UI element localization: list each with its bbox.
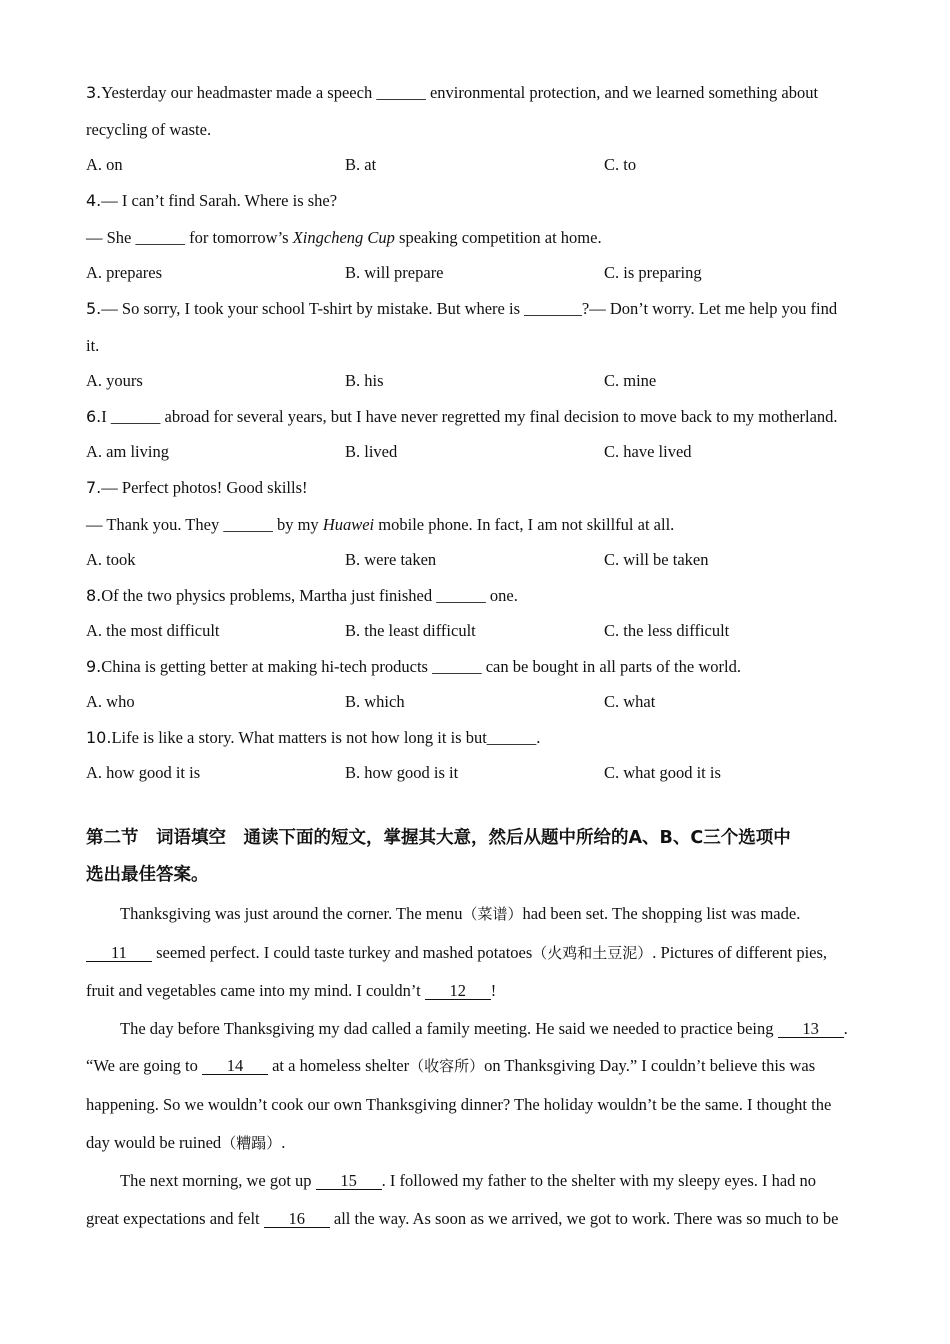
option-b: B. were taken [345, 550, 437, 569]
blank-13: 13 [778, 1021, 844, 1038]
passage-line: The next morning, we got up 15 . I followed my father to the shelter with my sleepy eyes. I had no [120, 1171, 817, 1191]
question-number: 9. [86, 657, 102, 676]
options-row [86, 435, 866, 469]
passage-line: happening. So we wouldn’t cook our own Thanksgiving dinner? The holiday wouldn’t be the same. I thought the [86, 1094, 832, 1114]
option-b: B. lived [345, 442, 398, 461]
answer-blank: ______ [486, 728, 537, 747]
option-b: B. how good is it [345, 763, 459, 782]
option-a: A. am living [86, 442, 169, 461]
document-page [86, 74, 866, 1237]
option-c: C. what good it is [604, 763, 721, 782]
cloze-passage [86, 895, 866, 1237]
options-row [86, 614, 866, 648]
option-c: C. to [604, 155, 637, 174]
question-number: 4. [86, 191, 102, 210]
passage-line: 11 seemed perfect. I could taste turkey and mashed potatoes（火鸡和土豆泥）. Pictures of different pies, [86, 934, 866, 973]
answer-blank: ______ [376, 83, 426, 102]
passage-line: The day before Thanksgiving my dad called a family meeting. He said we needed to practice being 13 . [120, 1018, 848, 1038]
option-c: C. what [604, 692, 656, 711]
blank-11: 11 [86, 945, 152, 962]
question-number: 3. [86, 83, 102, 102]
question-10: 10.Life is like a story. What matters is not how long it is but______. A. how good it is B. how good is it C. what good it is [86, 719, 866, 790]
blank-14: 14 [202, 1058, 268, 1075]
question-number: 7. [86, 478, 102, 497]
answer-blank: ______ [135, 228, 185, 247]
passage-line: Thanksgiving was just around the corner. The menu（菜谱）had been set. The shopping list was made. [120, 904, 801, 923]
options-row [86, 543, 866, 577]
question-5: 5.— So sorry, I took your school T-shirt by mistake. But where is _______?— Don’t worry. Let me help you find it. A. yours B. his C. mine [86, 290, 866, 398]
option-b: B. at [345, 155, 377, 174]
option-a: A. on [86, 155, 123, 174]
question-9: 9.China is getting better at making hi-tech products ______ can be bought in all parts of the world. A. who B. which C. what [86, 648, 866, 719]
blank-16: 16 [264, 1211, 330, 1228]
question-number: 8. [86, 586, 102, 605]
passage-line: day would be ruined（糟蹋）. [86, 1132, 286, 1152]
option-c: C. mine [604, 371, 657, 390]
option-c: C. have lived [604, 442, 692, 461]
question-6: 6.I ______ abroad for several years, but I have never regretted my final decision to move back to my motherland. A. am living B. lived C. have lived [86, 398, 866, 469]
question-number: 10. [86, 728, 112, 747]
passage-line: “We are going to 14 at a homeless shelter（收容所）on Thanksgiving Day.” I couldn’t believe this was [86, 1056, 816, 1076]
question-8: 8.Of the two physics problems, Martha just finished ______ one. A. the most difficult B. the least difficult C. the less difficult [86, 577, 866, 648]
blank-15: 15 [316, 1173, 382, 1190]
answer-blank: ______ [432, 657, 482, 676]
options-row [86, 685, 866, 719]
question-number: 6. [86, 407, 102, 426]
option-c: C. will be taken [604, 550, 709, 569]
options-row [86, 148, 866, 182]
question-7: 7.— Perfect photos! Good skills! — Thank you. They ______ by my Huawei mobile phone. In fact, I am not skillful at all. A. took B. were taken C. will be taken [86, 469, 866, 577]
option-a: A. prepares [86, 263, 163, 282]
question-4: 4.— I can’t find Sarah. Where is she? — She ______ for tomorrow’s Xingcheng Cup speaking competition at home. A. prepares B. will prepare C. is preparing [86, 182, 866, 290]
options-row [86, 756, 866, 790]
answer-blank: ______ [110, 407, 161, 426]
passage-line: fruit and vegetables came into my mind. I couldn’t 12 ! [86, 981, 497, 1001]
option-a: A. the most difficult [86, 621, 220, 640]
answer-blank: _______ [524, 299, 582, 318]
answer-blank: ______ [436, 586, 486, 605]
option-b: B. will prepare [345, 263, 444, 282]
option-a: A. who [86, 692, 135, 711]
option-a: A. yours [86, 371, 143, 390]
option-c: C. the less difficult [604, 621, 730, 640]
section-heading: 第二节 词语填空 通读下面的短文，掌握其大意，然后从题中所给的A、B、C三个选项中 选出最佳答案。 [86, 828, 791, 885]
option-b: B. which [345, 692, 405, 711]
option-c: C. is preparing [604, 263, 702, 282]
passage-line: great expectations and felt 16 all the way. As soon as we arrived, we got to work. There was so much to be [86, 1208, 839, 1228]
options-row [86, 256, 866, 290]
question-number: 5. [86, 299, 102, 318]
option-a: A. how good it is [86, 763, 201, 782]
option-a: A. took [86, 550, 136, 569]
option-b: B. the least difficult [345, 621, 476, 640]
options-row [86, 364, 866, 398]
answer-blank: ______ [223, 515, 273, 534]
option-b: B. his [345, 371, 384, 390]
blank-12: 12 [425, 983, 491, 1000]
question-3: 3.Yesterday our headmaster made a speech ______ environmental protection, and we learned something about recycling of waste. A. on B. at C. to [86, 74, 866, 182]
